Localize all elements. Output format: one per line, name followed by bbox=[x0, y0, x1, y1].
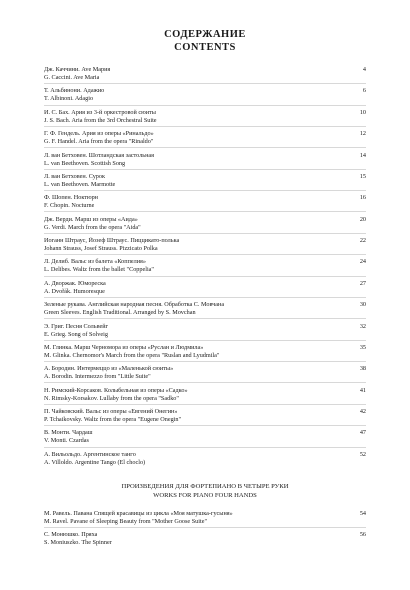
entry-page-number: 27 bbox=[359, 279, 366, 287]
entry-line-ru bbox=[44, 173, 366, 181]
entry-line-en bbox=[44, 395, 366, 403]
entry-page-number: 30 bbox=[359, 301, 366, 309]
entry-line-en bbox=[44, 309, 366, 317]
contents-entry bbox=[44, 194, 366, 212]
entry-title-en: Green Sleeves. English Traditional. Arranged by S. Movchan bbox=[44, 309, 196, 317]
entry-title-ru: А. Дворжак. Юмореска bbox=[44, 279, 106, 287]
entry-page-number: 22 bbox=[359, 237, 366, 244]
contents-entry bbox=[44, 451, 366, 468]
contents-entry bbox=[44, 258, 366, 276]
entry-line-ru bbox=[44, 301, 366, 309]
entry-title-en: M. Glinka. Chernomor's March from the opera "Ruslan and Lyudmila" bbox=[44, 351, 220, 359]
contents-entry bbox=[44, 66, 366, 84]
entry-title-en: P. Tchaikovsky. Waltz from the opera "Eugene Onegin" bbox=[44, 416, 181, 424]
entry-page-number: 42 bbox=[359, 408, 366, 415]
contents-entry bbox=[44, 87, 366, 105]
entry-title-ru: Дж. Каччини. Ave Мария bbox=[44, 66, 111, 73]
contents-entry bbox=[44, 344, 366, 362]
entry-line-ru bbox=[44, 237, 366, 245]
entry-title-ru: Зеленые рукава. Английская народная песня. Обработка С. Мовчана bbox=[44, 301, 225, 309]
entry-line-en bbox=[44, 224, 366, 232]
entry-line-en bbox=[44, 539, 366, 547]
entry-page-number: 4 bbox=[362, 66, 366, 73]
contents-entry bbox=[44, 173, 366, 191]
entry-title-en: A. Dvořák. Humoresque bbox=[44, 287, 105, 295]
entry-title-ru: Л. ван Бетховен. Сурок bbox=[44, 172, 105, 180]
entry-line-ru bbox=[44, 152, 366, 160]
entry-line-en bbox=[44, 518, 366, 526]
contents-entry bbox=[44, 510, 366, 528]
entry-title-en: G. F. Handel. Aria from the opera "Rinaldo" bbox=[44, 138, 154, 146]
section-title-en: WORKS FOR PIANO FOUR HANDS bbox=[153, 491, 257, 499]
entry-line-ru bbox=[44, 365, 366, 373]
entry-line-ru bbox=[44, 130, 366, 138]
entry-line-ru bbox=[44, 387, 366, 395]
contents-entry bbox=[44, 237, 366, 255]
entry-title-ru: Ф. Шопен. Ноктюрн bbox=[44, 194, 98, 202]
contents-entry bbox=[44, 387, 366, 405]
contents-entry bbox=[44, 365, 366, 383]
entry-page-number: 14 bbox=[359, 151, 366, 159]
contents-entry bbox=[44, 323, 366, 341]
entry-title-en: A. Borodin. Intermezzo from "Little Suite" bbox=[44, 373, 151, 381]
entry-title-ru: Н. Римский-Корсаков. Колыбельная из оперы «Садко» bbox=[44, 386, 188, 394]
contents-entry bbox=[44, 109, 366, 127]
entry-line-en bbox=[44, 266, 366, 274]
entry-line-ru bbox=[44, 216, 366, 224]
entry-line-en bbox=[44, 74, 366, 82]
entry-line-en bbox=[44, 416, 366, 424]
entry-title-en: G. Verdi. March from the opera "Aida" bbox=[44, 223, 141, 231]
entry-title-ru: М. Глинка. Марш Черномора из оперы «Руслан и Людмила» bbox=[44, 343, 204, 351]
entry-page-number: 10 bbox=[359, 108, 366, 116]
entry-page-number: 32 bbox=[359, 322, 366, 330]
entry-line-ru bbox=[44, 280, 366, 288]
entry-line-en bbox=[44, 437, 366, 445]
entry-page-number: 54 bbox=[359, 509, 366, 517]
entry-title-ru: С. Монюшко. Пряха bbox=[44, 531, 98, 539]
entry-page-number: 24 bbox=[359, 258, 366, 266]
entry-title-ru: Дж. Верди. Марш из оперы «Аида» bbox=[44, 215, 138, 223]
entry-line-ru bbox=[44, 531, 366, 539]
four-hands-list bbox=[44, 510, 366, 549]
entry-line-en bbox=[44, 352, 366, 360]
entry-line-ru bbox=[44, 109, 366, 117]
entry-line-en bbox=[44, 202, 366, 210]
entry-page-number: 52 bbox=[359, 450, 366, 458]
entry-line-ru bbox=[44, 323, 366, 331]
entry-line-en bbox=[44, 373, 366, 381]
entry-title-en: Johann Strauss, Josef Strauss. Pizzicato Polka bbox=[44, 245, 158, 253]
entry-title-en: T. Albinoni. Adagio bbox=[44, 95, 94, 103]
entry-line-ru bbox=[44, 66, 366, 74]
entry-title-ru: В. Монти. Чардаш bbox=[44, 429, 93, 437]
contents-entry bbox=[44, 280, 366, 298]
entry-title-en: F. Chopin. Nocturne bbox=[44, 202, 95, 210]
entry-title-ru: М. Равель. Павана Спящей красавицы из цикла «Моя матушка-гусыня» bbox=[44, 509, 233, 517]
entry-title-ru: И. С. Бах. Ария из 3-й оркестровой сюиты bbox=[44, 108, 156, 116]
entry-title-en: A. Villoldo. Argentine Tango (El choclo) bbox=[44, 458, 146, 466]
contents-entry bbox=[44, 216, 366, 234]
entry-title-en: V. Monti. Czardas bbox=[44, 437, 89, 445]
entry-line-en bbox=[44, 181, 366, 189]
entry-line-en bbox=[44, 459, 366, 467]
contents-list bbox=[44, 66, 366, 468]
contents-entry bbox=[44, 531, 366, 548]
entry-title-ru: А. Бородин. Интермеццо из «Маленькой сюиты» bbox=[44, 365, 174, 373]
entry-line-ru bbox=[44, 344, 366, 352]
contents-entry bbox=[44, 429, 366, 447]
page-title-en: CONTENTS bbox=[174, 42, 236, 53]
entry-page-number: 35 bbox=[359, 343, 366, 351]
entry-line-en bbox=[44, 288, 366, 296]
entry-line-en bbox=[44, 138, 366, 146]
entry-page-number: 38 bbox=[359, 365, 366, 373]
entry-title-ru: А. Вильольдо. Аргентинское танго bbox=[44, 450, 136, 458]
entry-line-ru bbox=[44, 87, 366, 95]
entry-page-number: 41 bbox=[359, 386, 366, 394]
entry-title-ru: П. Чайковский. Вальс из оперы «Евгений Онегин» bbox=[44, 408, 178, 415]
entry-title-en: G. Caccini. Ave Maria bbox=[44, 74, 100, 82]
entry-line-ru bbox=[44, 510, 366, 518]
entry-line-en bbox=[44, 245, 366, 253]
entry-title-en: N. Rimsky-Korsakov. Lullaby from the opera "Sadko" bbox=[44, 394, 179, 402]
entry-title-en: M. Ravel. Pavane of Sleeping Beauty from "Mother Goose Suite" bbox=[44, 518, 207, 526]
entry-line-ru bbox=[44, 451, 366, 459]
entry-title-ru: Т. Альбинони. Адажио bbox=[44, 87, 105, 95]
entry-title-en: E. Grieg. Song of Solveig bbox=[44, 330, 108, 338]
entry-title-ru: Л. ван Бетховен. Шотландская застольная bbox=[44, 151, 155, 159]
entry-line-ru bbox=[44, 194, 366, 202]
entry-title-ru: Иоганн Штраус, Йозеф Штраус. Пиццикато-полька bbox=[44, 237, 180, 244]
entry-title-en: L. van Beethoven. Scottish Song bbox=[44, 159, 126, 167]
section-title-ru: ПРОИЗВЕДЕНИЯ ДЛЯ ФОРТЕПИАНО В ЧЕТЫРЕ РУКИ bbox=[121, 482, 289, 490]
contents-entry bbox=[44, 408, 366, 426]
entry-title-ru: Л. Делиб. Вальс из балета «Коппелия» bbox=[44, 258, 146, 266]
contents-entry bbox=[44, 130, 366, 148]
page-title-ru: СОДЕРЖАНИЕ bbox=[164, 29, 246, 40]
entry-title-en: J. S. Bach. Aria from the 3rd Orchestral Suite bbox=[44, 116, 157, 124]
entry-title-en: S. Moniuszko. The Spinner bbox=[44, 539, 112, 547]
entry-line-en bbox=[44, 331, 366, 339]
contents-entry bbox=[44, 301, 366, 319]
entry-title-en: L. Delibes. Waltz from the ballet "Coppelia" bbox=[44, 266, 154, 274]
entry-title-ru: Э. Григ. Песня Сольвейг bbox=[44, 322, 109, 330]
entry-page-number: 20 bbox=[359, 215, 366, 223]
entry-line-en bbox=[44, 117, 366, 125]
entry-title-ru: Г. Ф. Гендель. Ария из оперы «Ринальдо» bbox=[44, 130, 154, 138]
entry-page-number: 12 bbox=[359, 130, 366, 138]
entry-page-number: 56 bbox=[359, 531, 366, 539]
entry-page-number: 6 bbox=[362, 87, 366, 95]
entry-page-number: 16 bbox=[359, 194, 366, 202]
entry-line-ru bbox=[44, 258, 366, 266]
entry-line-en bbox=[44, 160, 366, 168]
entry-line-en bbox=[44, 95, 366, 103]
entry-line-ru bbox=[44, 429, 366, 437]
entry-title-en: L. van Beethoven. Marmotte bbox=[44, 180, 116, 188]
entry-page-number: 47 bbox=[359, 429, 366, 437]
contents-entry bbox=[44, 152, 366, 170]
entry-line-ru bbox=[44, 408, 366, 416]
entry-page-number: 15 bbox=[359, 172, 366, 180]
